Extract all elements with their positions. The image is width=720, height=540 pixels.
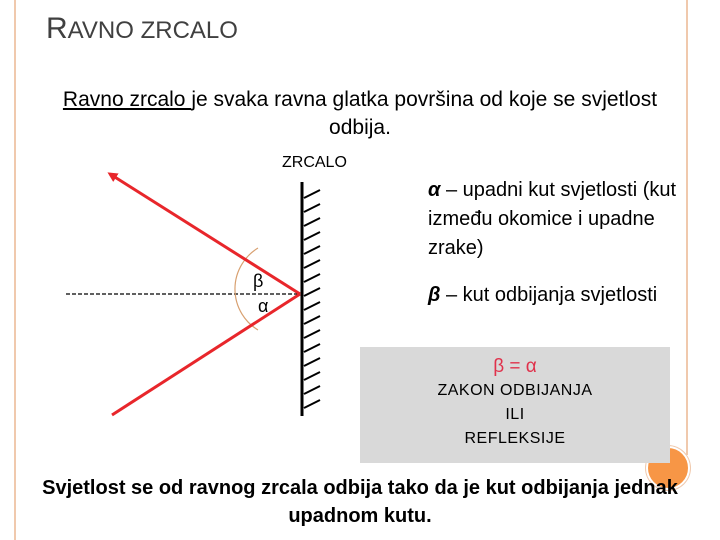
- mirror-hatch-mark: [304, 302, 320, 310]
- mirror-hatch-mark: [304, 372, 320, 380]
- mirror-hatch-mark: [304, 204, 320, 212]
- law-equation: β = α: [493, 356, 537, 377]
- mirror-hatch-mark: [304, 218, 320, 226]
- mirror-hatch-mark: [304, 344, 320, 352]
- angle-beta-label: β: [253, 271, 264, 291]
- alpha-description: [428, 176, 688, 263]
- mirror-hatch-mark: [304, 316, 320, 324]
- mirror-hatch-mark: [304, 288, 320, 296]
- law-line-3: REFLEKSIJE: [464, 430, 566, 447]
- law-line-1: ZAKON ODBIJANJA: [437, 382, 593, 399]
- conclusion-text: Svjetlost se od ravnog zrcala odbija tako da je kut odbijanja jednak upadnom kutu.: [42, 477, 678, 527]
- mirror-hatch-mark: [304, 400, 320, 408]
- mirror-hatch-mark: [304, 260, 320, 268]
- angle-alpha-label: α: [258, 296, 269, 316]
- mirror-hatch-mark: [304, 246, 320, 254]
- mirror-hatch-mark: [304, 274, 320, 282]
- beta-symbol: β: [428, 284, 441, 306]
- mirror-hatch-mark: [304, 330, 320, 338]
- mirror-hatch-mark: [304, 232, 320, 240]
- beta-description-text: – kut odbijanja svjetlosti: [440, 284, 658, 306]
- slide-title: RAVNO ZRCALO: [46, 12, 238, 45]
- law-line-2: ILI: [505, 406, 525, 423]
- alpha-description-text: – upadni kut svjetlosti (kut između okomice i upadne zrake): [428, 179, 677, 259]
- intro-definition: je svaka ravna glatka površina od koje se svjetlost odbija.: [191, 88, 658, 139]
- mirror-hatch-mark: [304, 190, 320, 198]
- beta-description: [428, 281, 688, 310]
- mirror-hatch-mark: [304, 358, 320, 366]
- reflected-ray: [110, 174, 300, 294]
- mirror-hatch-mark: [304, 386, 320, 394]
- law-box: [360, 347, 670, 463]
- alpha-symbol: α: [428, 179, 441, 201]
- intro-term: Ravno zrcalo: [62, 88, 192, 111]
- mirror-hatching: [304, 190, 320, 408]
- mirror-label: ZRCALO: [282, 154, 347, 171]
- incident-ray: [112, 294, 300, 415]
